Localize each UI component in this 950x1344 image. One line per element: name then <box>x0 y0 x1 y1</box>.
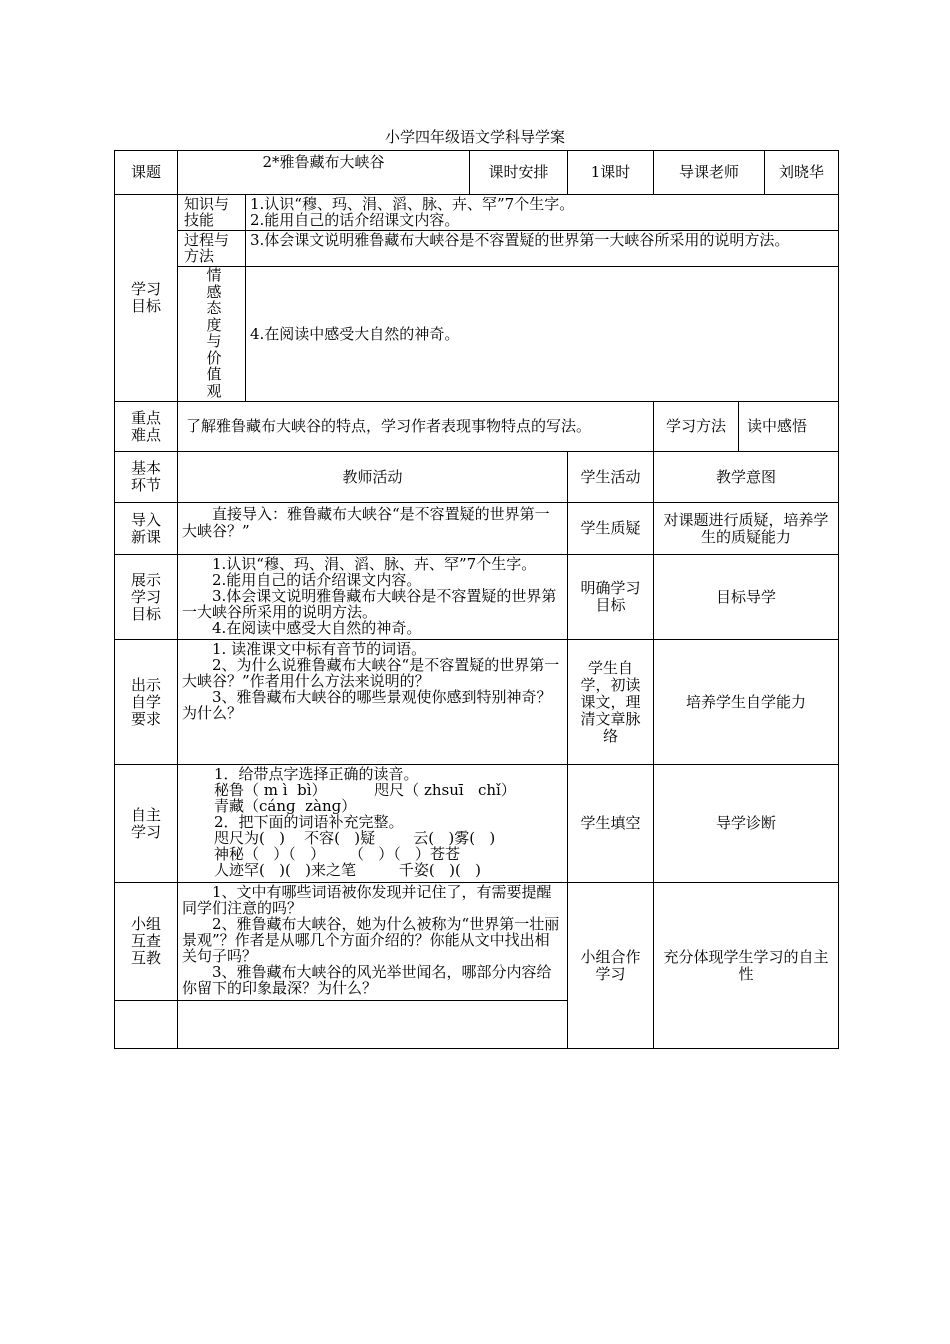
group-line-2: 2、雅鲁藏布大峡谷，她为什么被称为“世界第一壮丽景观”？作者是从哪几个方面介绍的？你能从文中找出相关句子吗？ <box>182 915 560 965</box>
row-show <box>115 555 839 640</box>
self-line-4: 2．把下面的词语补充完整。 <box>214 813 404 831</box>
page-title: 小学四年级语文学科导学案 <box>384 128 565 146</box>
require-student <box>568 640 654 765</box>
group-stage <box>115 883 178 1001</box>
emotion-text: 4.在阅读中感受大自然的神奇。 <box>246 267 839 402</box>
show-line-1: 1.认识“穆、玛、涓、滔、脉、卉、罕”7个生字。 <box>212 555 537 573</box>
focus-text: 了解雅鲁藏布大峡谷的特点，学习作者表现事物特点的写法。 <box>178 402 654 452</box>
goal-emotion-row <box>115 267 839 402</box>
teacher-value: 刘晓华 <box>765 151 839 195</box>
require-line-1: 1. 读准课文中标有音节的词语。 <box>212 640 427 658</box>
require-stage <box>115 640 178 765</box>
intro-intent: 对课题进行质疑，培养学生的质疑能力 <box>654 503 839 555</box>
emotion-label: 情感态度与价值观 <box>206 266 222 400</box>
require-line-3: 3、雅鲁藏布大峡谷的哪些景观使你感到特别神奇？为什么？ <box>182 688 552 722</box>
focus-label <box>115 402 178 452</box>
show-student-text: 明确学习目标 <box>580 579 641 614</box>
lesson-plan-table <box>114 150 839 1049</box>
group-line-1: 1、文中有哪些词语被你发现并记住了，有需要提醒同学们注意的吗？ <box>182 883 552 917</box>
process-label: 过程与方法 <box>178 231 246 267</box>
empty-teacher <box>178 1001 568 1049</box>
intro-teacher: 直接导入：雅鲁藏布大峡谷“是不容置疑的世界第一大峡谷？” <box>178 503 568 555</box>
group-teacher <box>178 883 568 1001</box>
group-student <box>568 883 654 1049</box>
self-stage-text: 自主学习 <box>130 805 161 841</box>
row-require <box>115 640 839 765</box>
self-line-1: 1．给带点字选择正确的读音。 <box>214 765 419 783</box>
self-line-7: 人迹罕( )( )来之笔 千姿( )( ) <box>214 861 481 879</box>
col-teacher: 教师活动 <box>178 452 568 503</box>
group-stage-text: 小组互查互教 <box>130 915 161 967</box>
knowledge-label: 知识与技能 <box>178 195 246 231</box>
goal-knowledge-row <box>115 195 839 231</box>
intro-stage <box>115 503 178 555</box>
goals-label-text: 学习目标 <box>130 280 161 315</box>
row-intro <box>115 503 839 555</box>
require-student-text: 学生自学，初读课文，理清文章脉络 <box>580 658 641 745</box>
group-student-text: 小组合作学习 <box>580 947 641 983</box>
self-line-5: 咫尺为( ) 不容( )疑 云( )雾( ) <box>214 829 496 847</box>
show-line-2: 2.能用自己的话介绍课文内容。 <box>212 571 422 589</box>
emotion-label-cell <box>178 267 246 402</box>
empty-stage <box>115 1001 178 1049</box>
teacher-label: 导课老师 <box>654 151 765 195</box>
knowledge-line-2: 2.能用自己的话介绍课文内容。 <box>250 211 460 229</box>
col-intent: 教学意图 <box>654 452 839 503</box>
self-teacher <box>178 765 568 883</box>
topic-value: 2*雅鲁藏布大峡谷 <box>178 151 470 195</box>
show-line-3: 3.体会课文说明雅鲁藏布大峡谷是不容置疑的世界第一大峡谷所采用的说明方法。 <box>182 587 557 621</box>
self-line-2: 秘鲁（ m ì bì） 咫尺（ zhsuī chǐ） <box>214 781 516 799</box>
show-stage <box>115 555 178 640</box>
require-teacher <box>178 640 568 765</box>
schedule-label: 课时安排 <box>470 151 568 195</box>
group-line-3: 3、雅鲁藏布大峡谷的风光举世闻名，哪部分内容给你留下的印象最深？为什么？ <box>182 963 552 997</box>
method-label: 学习方法 <box>654 402 739 452</box>
col-student: 学生活动 <box>568 452 654 503</box>
columns-row <box>115 452 839 503</box>
process-text: 3.体会课文说明雅鲁藏布大峡谷是不容置疑的世界第一大峡谷所采用的说明方法。 <box>246 231 839 267</box>
self-intent: 导学诊断 <box>654 765 839 883</box>
require-stage-text: 出示自学要求 <box>130 675 161 728</box>
goal-process-row <box>115 231 839 267</box>
group-intent: 充分体现学生学习的自主性 <box>654 883 839 1049</box>
require-intent: 培养学生自学能力 <box>654 640 839 765</box>
row-group <box>115 883 839 1001</box>
header-row <box>115 151 839 195</box>
intro-stage-text: 导入新课 <box>130 510 161 546</box>
self-stage <box>115 765 178 883</box>
intro-student: 学生质疑 <box>568 503 654 555</box>
self-line-6: 神秘（ ）（ ） （ ）（ ）苍苍 <box>214 845 461 863</box>
schedule-value: 1课时 <box>568 151 654 195</box>
show-intent: 目标导学 <box>654 555 839 640</box>
self-student: 学生填空 <box>568 765 654 883</box>
row-self <box>115 765 839 883</box>
self-line-3: 青藏（cánɡ zànɡ） <box>214 797 357 815</box>
show-line-4: 4.在阅读中感受大自然的神奇。 <box>212 619 422 637</box>
focus-row <box>115 402 839 452</box>
show-stage-text: 展示学习目标 <box>130 570 161 623</box>
show-student <box>568 555 654 640</box>
require-line-2: 2、为什么说雅鲁藏布大峡谷“是不容置疑的世界第一大峡谷？”作者用什么方法来说明的？ <box>182 656 560 690</box>
goals-label <box>115 195 178 402</box>
method-value: 读中感悟 <box>739 402 839 452</box>
col-stage-text: 基本环节 <box>130 459 161 494</box>
col-stage <box>115 452 178 503</box>
show-teacher <box>178 555 568 640</box>
knowledge-line-1: 1.认识“穆、玛、涓、滔、脉、卉、罕”7个生字。 <box>250 195 575 213</box>
focus-label-text: 重点难点 <box>130 408 161 444</box>
topic-label: 课题 <box>115 151 178 195</box>
knowledge-text <box>246 195 839 231</box>
